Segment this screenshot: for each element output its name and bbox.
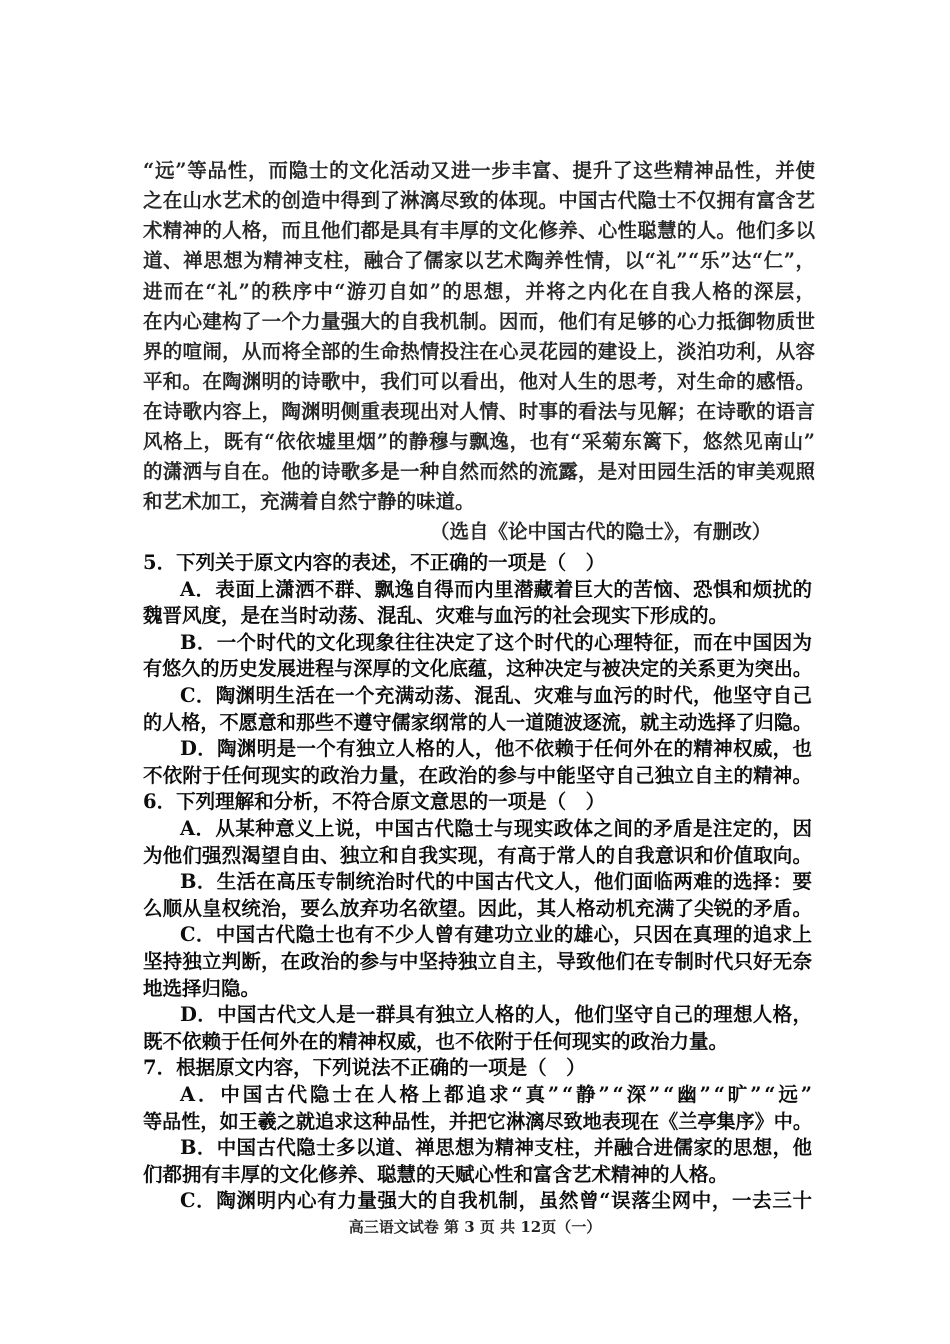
question-6-option-b-cont: 么顺从皇权统治，要么放弃功名欲望。因此，其人格动机充满了尖锐的矛盾。 xyxy=(143,896,813,920)
question-5-option-b-cont: 有悠久的历史发展进程与深厚的文化底蕴，这种决定与被决定的关系更为突出。 xyxy=(143,657,812,681)
question-6-option-c-cont: 坚持独立判断，在政治的参与中坚持独立自主，导致他们在专制时代只好无奈 xyxy=(143,950,813,973)
question-7-option-b: B．中国古代隐士多以道、禅思想为精神支柱，并融合进儒家的思想，他 xyxy=(180,1136,813,1160)
passage-line: 平和。在陶渊明的诗歌中，我们可以看出，他对人生的思考，对生命的感悟。 xyxy=(143,370,816,393)
page-footer: 高三语文试卷 第 3 页 共 12页（一） xyxy=(348,1218,602,1236)
question-5-option-d: D．陶渊明是一个有独立人格的人，他不依赖于任何外在的精神权威，也 xyxy=(180,737,813,761)
passage-line: 风格上，既有“依依墟里烟”的静穆与飘逸，也有“采菊东篱下，悠然见南山” xyxy=(143,430,816,453)
question-7-option-a-cont: 等品性，如王羲之就追求这种品性，并把它淋漓尽致地表现在《兰亭集序》中。 xyxy=(143,1109,812,1133)
passage-line: 进而在“礼”的秩序中“游刃自如”的思想，并将之内化在自我人格的深层， xyxy=(143,280,817,303)
question-5-option-b: B．一个时代的文化现象往往决定了这个时代的心理特征，而在中国因为 xyxy=(180,630,813,654)
question-5-option-c: C．陶渊明生活在一个充满动荡、混乱、灾难与血污的时代，他坚守自己 xyxy=(180,684,813,707)
question-5-option-a-cont: 魏晋风度，是在当时动荡、混乱、灾难与血污的社会现实下形成的。 xyxy=(143,604,729,628)
passage-line: 术精神的人格，而且他们都是具有丰厚的文化修养、心性聪慧的人。他们多以 xyxy=(143,219,816,242)
passage-line: 在诗歌内容上，陶渊明侧重表现出对人情、时事的看法与见解；在诗歌的语言 xyxy=(143,400,816,423)
passage-line: “远”等品性，而隐士的文化活动又进一步丰富、提升了这些精神品性，并使 xyxy=(143,159,816,182)
passage-line: 道、禅思想为精神支柱，融合了儒家以艺术陶养性情，以“礼”“乐”达“仁”， xyxy=(143,249,816,272)
question-5-stem: 5．下列关于原文内容的表述，不正确的一项是（ ） xyxy=(143,551,606,574)
question-6-option-a: A．从某种意义上说，中国古代隐士与现实政体之间的矛盾是注定的，因 xyxy=(180,817,813,840)
passage-line: 在内心建构了一个力量强大的自我机制。因而，他们有足够的心力抵御物质世 xyxy=(143,310,816,333)
question-7-option-a: A．中国古代隐士在人格上都追求“真”“静”“深”“幽”“旷”“远” xyxy=(180,1083,815,1106)
question-7-option-b-cont: 们都拥有丰厚的文化修养、聪慧的天赋心性和富含艺术精神的人格。 xyxy=(143,1162,729,1186)
question-6-option-b: B．生活在高压专制统治时代的中国古代文人，他们面临两难的选择：要 xyxy=(180,870,813,894)
question-7-stem: 7．根据原文内容，下列说法不正确的一项是（ ） xyxy=(143,1056,586,1080)
question-6-option-a-cont: 为他们强烈渴望自由、独立和自我实现，有高于常人的自我意识和价值取向。 xyxy=(143,843,813,867)
passage-source: （选自《论中国古代的隐士》，有删改） xyxy=(430,520,772,543)
question-5-option-a: A．表面上潇洒不群、飘逸自得而内里潜藏着巨大的苦恼、恐惧和烦扰的 xyxy=(180,577,813,601)
passage-line: 之在山水艺术的创造中得到了淋漓尽致的体现。中国古代隐士不仅拥有富含艺 xyxy=(143,189,816,212)
question-5-option-d-cont: 不依附于任何现实的政治力量，在政治的参与中能坚守自己独立自主的精神。 xyxy=(143,763,813,787)
passage-line: 的潇洒与自在。他的诗歌多是一种自然而然的流露，是对田园生活的审美观照 xyxy=(143,460,816,483)
question-6-option-d-cont: 既不依赖于任何外在的精神权威，也不依附于任何现实的政治力量。 xyxy=(143,1029,729,1053)
question-6-stem: 6．下列理解和分析，不符合原文意思的一项是（ ） xyxy=(143,790,606,814)
question-6-option-c: C．中国古代隐士也有不少人曾有建功立业的雄心，只因在真理的追求上 xyxy=(180,923,813,947)
question-5-option-c-cont: 的人格，不愿意和那些不遵守儒家纲常的人一道随波逐流，就主动选择了归隐。 xyxy=(143,710,812,734)
question-7-option-c: C．陶渊明内心有力量强大的自我机制，虽然曾“误落尘网中，一去三十 xyxy=(180,1189,813,1213)
passage-line: 和艺术加工，充满着自然宁静的味道。 xyxy=(143,490,475,513)
passage-line: 界的喧闹，从而将全部的生命热情投注在心灵花园的建设上，淡泊功利，从容 xyxy=(143,340,816,363)
question-6-option-c-cont: 地选择归隐。 xyxy=(143,976,261,1000)
question-6-option-d: D．中国古代文人是一群具有独立人格的人，他们坚守自己的理想人格， xyxy=(180,1003,813,1027)
